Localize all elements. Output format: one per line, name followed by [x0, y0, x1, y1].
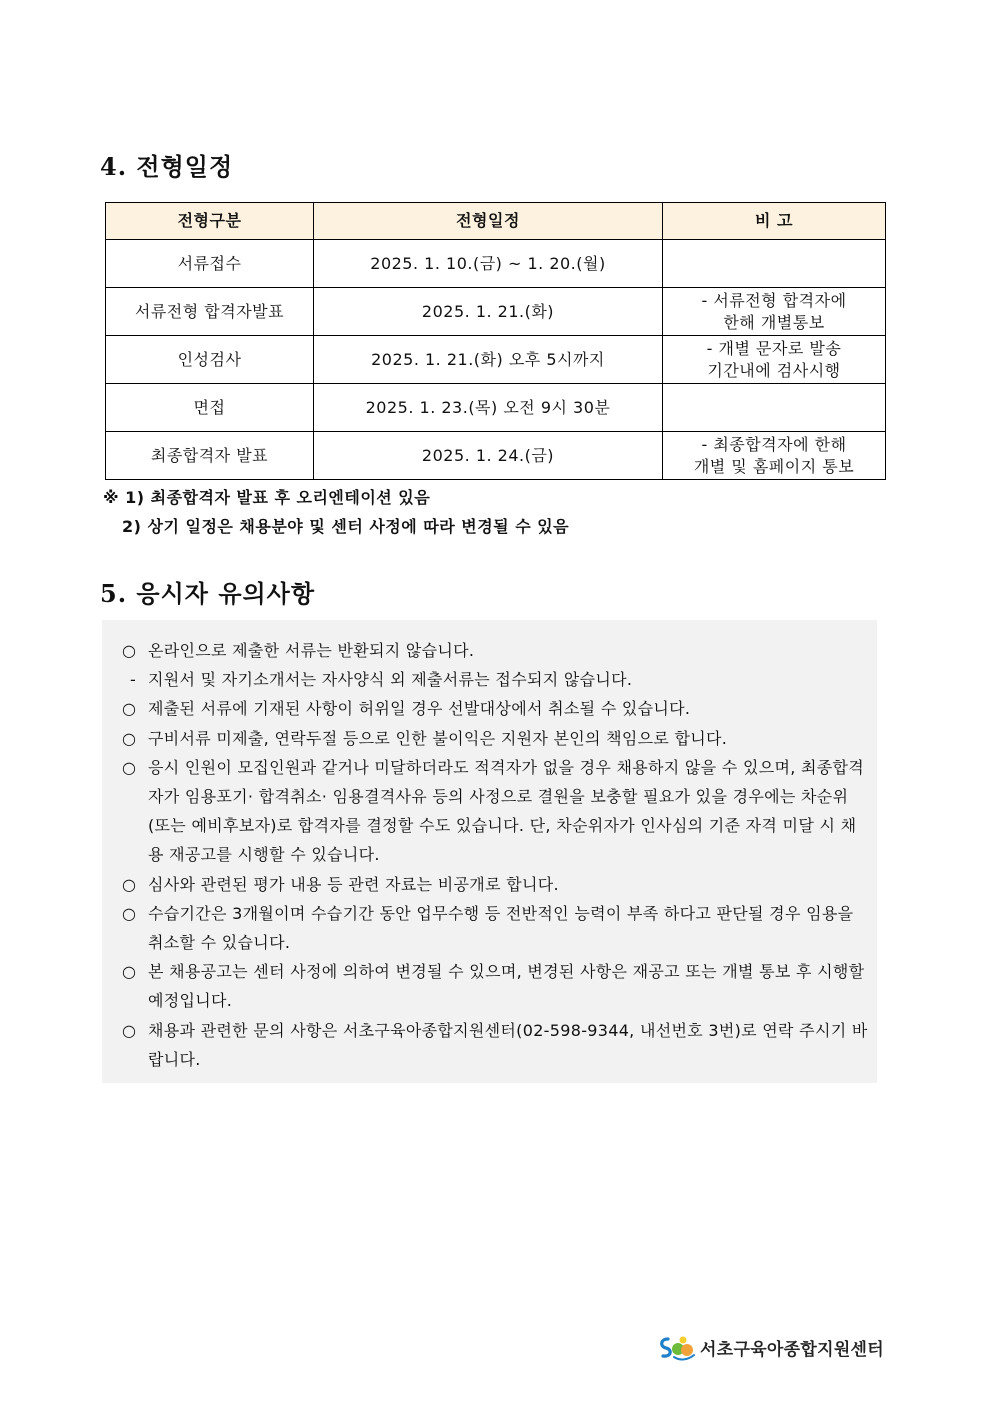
notice-item: [122, 665, 869, 694]
row-note: [663, 432, 886, 480]
notice-item-text: 구비서류 미제출, 연락두절 등으로 인한 불이익은 지원자 본인의 책임으로 합니다.: [148, 728, 728, 748]
dash-bullet-icon: -: [130, 670, 137, 690]
notice-item-text: 채용과 관련한 문의 사항은 서초구육아종합지원센터(02-598-9344, 내선번호 3번)로 연락 주시기 바랍니다.: [148, 1020, 868, 1069]
notice-item: [122, 753, 869, 870]
row-note-line: - 서류전형 합격자에: [701, 290, 847, 310]
notice-item: [122, 636, 869, 665]
notice-item-text: 제출된 서류에 기재된 사항이 허위일 경우 선발대상에서 취소될 수 있습니다.: [148, 699, 691, 719]
circle-bullet-icon: ○: [122, 903, 137, 923]
row-date: 2025. 1. 24.(금): [314, 432, 663, 480]
schedule-table: [105, 202, 886, 480]
row-category: 면접: [106, 384, 314, 432]
row-note-line: 한해 개별통보: [723, 312, 825, 332]
table-row: [106, 240, 886, 288]
row-category: 서류전형 합격자발표: [106, 288, 314, 336]
circle-bullet-icon: ○: [122, 699, 137, 719]
section-5-title: 5. 응시자 유의사항: [100, 579, 316, 608]
notice-item-text: 수습기간은 3개월이며 수습기간 동안 업무수행 등 전반적인 능력이 부족 하다고 판단될 경우 임용을 취소할 수 있습니다.: [148, 903, 854, 953]
row-note-line: 개별 및 홈페이지 통보: [693, 456, 855, 476]
notice-item-text: 본 채용공고는 센터 사정에 의하여 변경될 수 있으며, 변경된 사항은 재공고 또는 개별 통보 후 시행할 예정입니다.: [148, 962, 865, 1011]
notice-item: [122, 899, 869, 957]
footnote-1: ※ 1) 최종합격자 발표 후 오리엔테이션 있음: [103, 488, 431, 507]
table-row: [106, 288, 886, 336]
row-note: [663, 288, 886, 336]
header-note: 비 고: [663, 203, 886, 240]
notice-item-text: 온라인으로 제출한 서류는 반환되지 않습니다.: [148, 641, 475, 660]
row-date: 2025. 1. 10.(금) ~ 1. 20.(월): [314, 240, 663, 288]
row-note-line: 기간내에 검사시행: [707, 360, 841, 380]
notice-item: [122, 870, 869, 899]
table-header-row: [106, 203, 886, 240]
notice-item-text: 지원서 및 자기소개서는 자사양식 외 제출서류는 접수되지 않습니다.: [148, 670, 633, 690]
circle-bullet-icon: ○: [122, 728, 137, 748]
row-note-line: - 최종합격자에 한해: [701, 434, 847, 454]
row-category: 최종합격자 발표: [106, 432, 314, 480]
circle-bullet-icon: ○: [122, 757, 137, 777]
table-row: [106, 384, 886, 432]
row-date: 2025. 1. 21.(화): [314, 288, 663, 336]
circle-bullet-icon: ○: [122, 1020, 137, 1040]
notice-box: [102, 620, 877, 1083]
header-date: 전형일정: [314, 203, 663, 240]
notice-item: [122, 957, 869, 1015]
row-date: 2025. 1. 21.(화) 오후 5시까지: [314, 336, 663, 384]
center-logo-icon: [658, 1333, 698, 1361]
notice-item-text: 응시 인원이 모집인원과 같거나 미달하더라도 적격자가 없을 경우 채용하지 않을 수 있으며, 최종합격자가 임용포기· 합격취소· 임용결격사유 등의 사정으로 결원을 보충할 필요가 있을 경우에는 차순위 (또는 예비후보자)로 합격자를 결정할 수도 있습니다. 단, 차순위자가 인사심의 기준 자격 미달 시 채용 재공고를 시행할 수 있습니다.: [148, 757, 865, 865]
row-date: 2025. 1. 23.(목) 오전 9시 30분: [314, 384, 663, 432]
row-note: [663, 240, 886, 288]
circle-bullet-icon: ○: [122, 962, 137, 982]
circle-bullet-icon: ○: [122, 641, 137, 660]
header-category: 전형구분: [106, 203, 314, 240]
notice-item: [122, 724, 869, 753]
row-note: [663, 336, 886, 384]
table-row: [106, 336, 886, 384]
row-note: [663, 384, 886, 432]
section-4-title: 4. 전형일정: [100, 152, 234, 181]
notice-item: [122, 694, 869, 723]
row-category: 서류접수: [106, 240, 314, 288]
circle-bullet-icon: ○: [122, 874, 137, 894]
table-row: [106, 432, 886, 480]
row-category: 인성검사: [106, 336, 314, 384]
footnote-2: 2) 상기 일정은 채용분야 및 센터 사정에 따라 변경될 수 있음: [122, 517, 570, 536]
footer-logo: [658, 1333, 884, 1361]
row-note-line: - 개별 문자로 발송: [706, 338, 842, 358]
notice-item-text: 심사와 관련된 평가 내용 등 관련 자료는 비공개로 합니다.: [148, 874, 559, 894]
notice-item: [122, 1016, 869, 1074]
footer-org-name: 서초구육아종합지원센터: [700, 1339, 884, 1360]
